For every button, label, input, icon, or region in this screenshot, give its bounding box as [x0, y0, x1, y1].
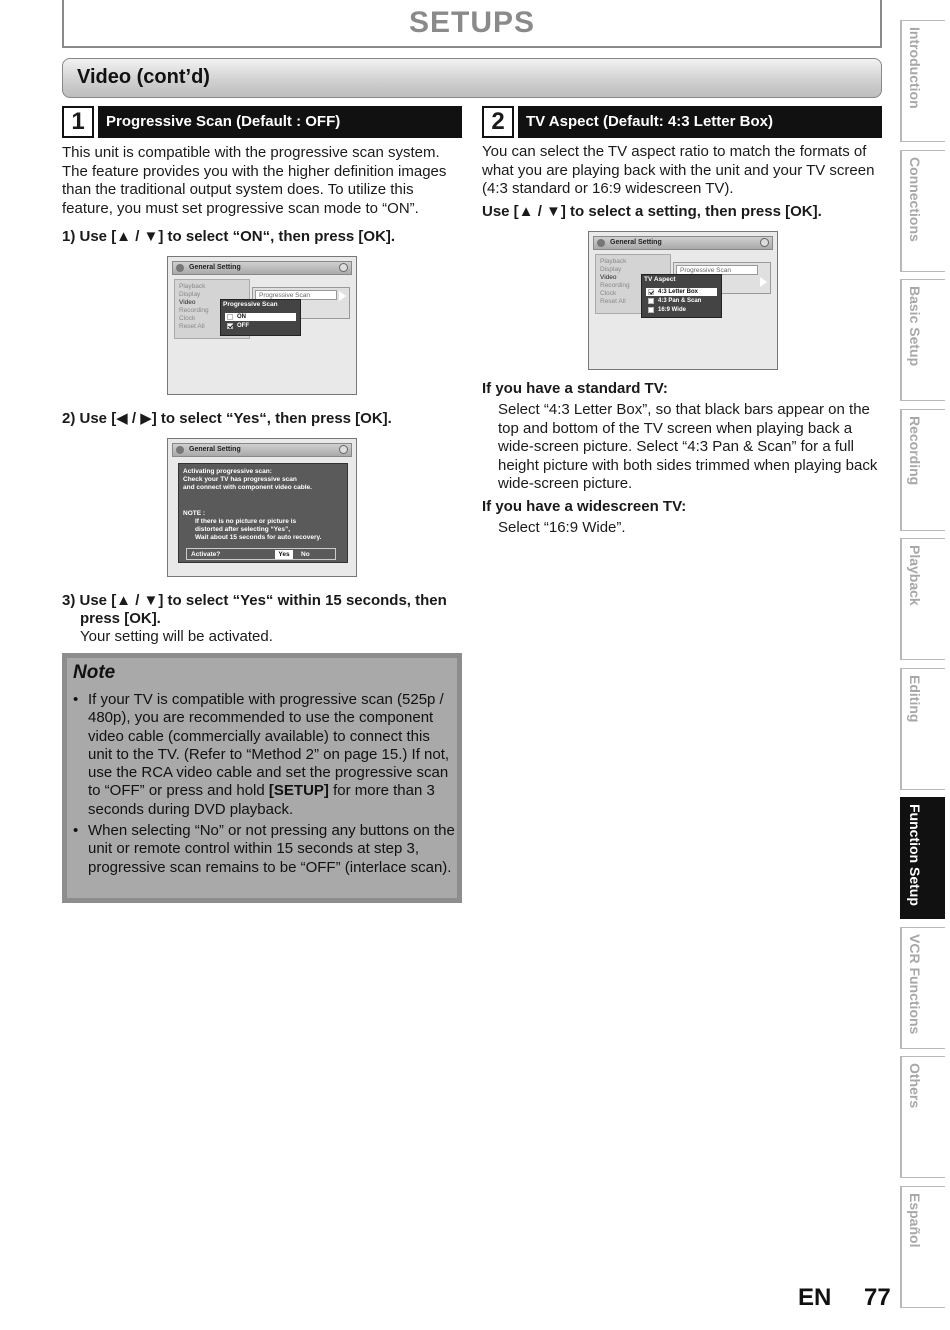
gear-icon: [597, 239, 605, 247]
tab-label: Introduction: [907, 27, 923, 109]
tab-introduction[interactable]: [900, 20, 945, 142]
tab-label: Español: [907, 1193, 923, 1248]
gear-icon: [176, 446, 184, 454]
step2-wide-text: Select “16:9 Wide”.: [498, 519, 626, 536]
step1-intro: This unit is compatible with the progressive scan system. The feature provides you with the higher definition images than the traditional output system does. To utilize this feature, you must set progressive scan mode to “ON”.: [62, 144, 447, 217]
header-frame: [62, 0, 882, 48]
screen2-no: No: [301, 551, 310, 558]
step2-instruction: Use [▲ / ▼] to select a setting, then press [OK].: [482, 203, 822, 220]
screen3-menu-item: Clock: [600, 290, 617, 297]
tab-label: Editing: [907, 675, 923, 723]
page-title: SETUPS: [408, 6, 536, 39]
screen2-activate-label: Activate?: [191, 551, 221, 558]
screen1-menu-item: Reset All: [179, 323, 205, 330]
screen3-menu-item: Playback: [600, 258, 627, 265]
screen3-menu-item: Display: [600, 266, 622, 273]
bullet-icon: •: [73, 691, 79, 708]
tab-label: Others: [907, 1063, 923, 1109]
screen3-titlebar: [593, 236, 773, 250]
note-item: [73, 822, 456, 877]
section-title: Video (cont’d): [77, 66, 210, 88]
note-item1-key: [SETUP]: [268, 782, 329, 800]
screen3-option: [646, 288, 717, 296]
step2-number: 2: [482, 106, 514, 138]
tab-label: Connections: [907, 157, 923, 242]
step1-sub3-text: Your setting will be activated.: [80, 628, 273, 645]
screen1-menu-item: Playback: [179, 283, 206, 290]
footer-language: EN: [798, 1284, 832, 1311]
screen-tv-aspect: [588, 231, 778, 370]
screen1-title: General Setting: [189, 264, 241, 271]
screen1-option-label: OFF: [237, 323, 249, 329]
screen2-note: If there is no picture or picture is: [195, 518, 297, 525]
note-box: [62, 653, 462, 903]
screen-progressive-scan: [167, 256, 357, 395]
step2-std-text: Select “4:3 Letter Box”, so that black bars appear on the top and bottom of the TV screen when playing back a wide-screen picture. Select “4:3 Pan & Scan” for a full height picture with both sides trimmed when playing back wide-screen picture.: [498, 401, 878, 492]
footer-page-number: 77: [864, 1284, 891, 1311]
screen3-popup-title: TV Aspect: [644, 276, 676, 283]
screen2-note: distorted after selecting “Yes”,: [195, 526, 291, 533]
tab-label: Basic Setup: [907, 286, 923, 367]
note-item2-text: When selecting “No” or not pressing any buttons on the unit or remote control within 15 seconds at step 3, progressive scan remains to be “OFF” (interlace scan).: [88, 822, 455, 876]
disc-icon: [339, 263, 348, 272]
screen1-menu-item: Video: [179, 299, 196, 306]
tab-editing[interactable]: [900, 668, 945, 790]
disc-icon: [760, 238, 769, 247]
screen3-option-label: 4:3 Pan & Scan: [658, 298, 702, 304]
step2-header: [482, 106, 882, 138]
checkbox-icon: [648, 307, 654, 313]
arrow-right-icon: [339, 291, 346, 301]
tab-basic-setup[interactable]: [900, 279, 945, 401]
note-item1-text: If your TV is compatible with progressive scan (525p / 480p), you are recommended to use the component video cable (commercially available) to connect this unit to the TV. (Refer to “Method 2” on page 15.) If not, use the RCA video cable and set the progressive scan to “OFF” or press and hold: [88, 691, 450, 800]
checkbox-checked-icon: [648, 289, 654, 295]
step2-wide-head: If you have a widescreen TV:: [482, 498, 687, 515]
disc-icon: [339, 445, 348, 454]
checkbox-icon: [227, 314, 233, 320]
screen1-menu-item: Display: [179, 291, 201, 298]
screen1-popup: [220, 299, 301, 336]
step2-title: TV Aspect (Default: 4:3 Letter Box): [518, 106, 882, 138]
screen1-option-on: [225, 313, 296, 321]
tab-label: Function Setup: [907, 804, 923, 906]
step1-sub3: 3) Use [▲ / ▼] to select “Yes“ within 15 seconds, then: [62, 592, 447, 609]
screen2-title: General Setting: [189, 446, 241, 453]
tab-function-setup[interactable]: [900, 797, 945, 919]
note-title: Note: [73, 662, 116, 683]
step1-header: [62, 106, 462, 138]
arrow-right-icon: [760, 277, 767, 287]
screen1-menu-item: Recording: [179, 307, 209, 314]
screen-activate: [167, 438, 357, 577]
bullet-icon: •: [73, 822, 79, 839]
step1-sub2: 2) Use [◀ / ▶] to select “Yes“, then press [OK].: [62, 410, 392, 427]
tab-playback[interactable]: [900, 538, 945, 660]
screen3-popup: [641, 274, 722, 318]
tab-label: Playback: [907, 545, 923, 606]
screen3-menu-item: Video: [600, 274, 617, 281]
checkbox-icon: [648, 298, 654, 304]
screen2-note: Wait about 15 seconds for auto recovery.: [195, 534, 322, 541]
screen3-menu-item: Recording: [600, 282, 630, 289]
screen3-option: [646, 306, 717, 314]
screen2-activate-row: [186, 548, 336, 560]
section-header: [62, 58, 882, 98]
step2-intro: You can select the TV aspect ratio to match the formats of what you are playing back with the unit and your TV screen (4:3 standard or 16:9 widescreen TV).: [482, 143, 875, 197]
tab-vcr-functions[interactable]: [900, 927, 945, 1049]
screen1-option-label: ON: [237, 314, 246, 320]
screen1-popup-title: Progressive Scan: [223, 301, 278, 308]
screen1-option-off: [225, 322, 296, 330]
screen3-title: General Setting: [610, 239, 662, 246]
note-item: [73, 691, 456, 819]
screen3-field: Progressive Scan: [676, 265, 758, 275]
screen1-field: Progressive Scan: [255, 290, 337, 300]
tab-label: Recording: [907, 416, 923, 486]
step1-sub1: 1) Use [▲ / ▼] to select “ON“, then press [OK].: [62, 228, 396, 245]
step2-std-head: If you have a standard TV:: [482, 380, 668, 397]
tab-espanol[interactable]: [900, 1186, 945, 1308]
note-item1-text-end: for more than 3 seconds during DVD playback.: [88, 782, 435, 818]
screen3-menu-item: Reset All: [600, 298, 626, 305]
screen1-titlebar: [172, 261, 352, 275]
screen2-msg: and connect with component video cable.: [183, 484, 312, 491]
screen3-option-label: 16:9 Wide: [658, 307, 686, 313]
step1-sub3-cont: press [OK].: [80, 610, 161, 627]
tab-label: VCR Functions: [907, 934, 923, 1035]
screen2-yes: Yes: [275, 550, 293, 559]
tab-others[interactable]: [900, 1056, 945, 1178]
tab-recording[interactable]: [900, 409, 945, 531]
step1-title: Progressive Scan (Default : OFF): [98, 106, 462, 138]
screen2-note-label: NOTE :: [183, 510, 206, 517]
screen3-option-label: 4:3 Letter Box: [658, 289, 699, 295]
tab-connections[interactable]: [900, 150, 945, 272]
screen2-titlebar: [172, 443, 352, 457]
screen2-msg: Activating progressive scan:: [183, 468, 272, 475]
screen2-dialog: [178, 463, 348, 563]
screen2-msg: Check your TV has progressive scan: [183, 476, 297, 483]
screen3-option: [646, 297, 717, 305]
checkbox-checked-icon: [227, 323, 233, 329]
screen1-menu-item: Clock: [179, 315, 196, 322]
step1-number: 1: [62, 106, 94, 138]
gear-icon: [176, 264, 184, 272]
